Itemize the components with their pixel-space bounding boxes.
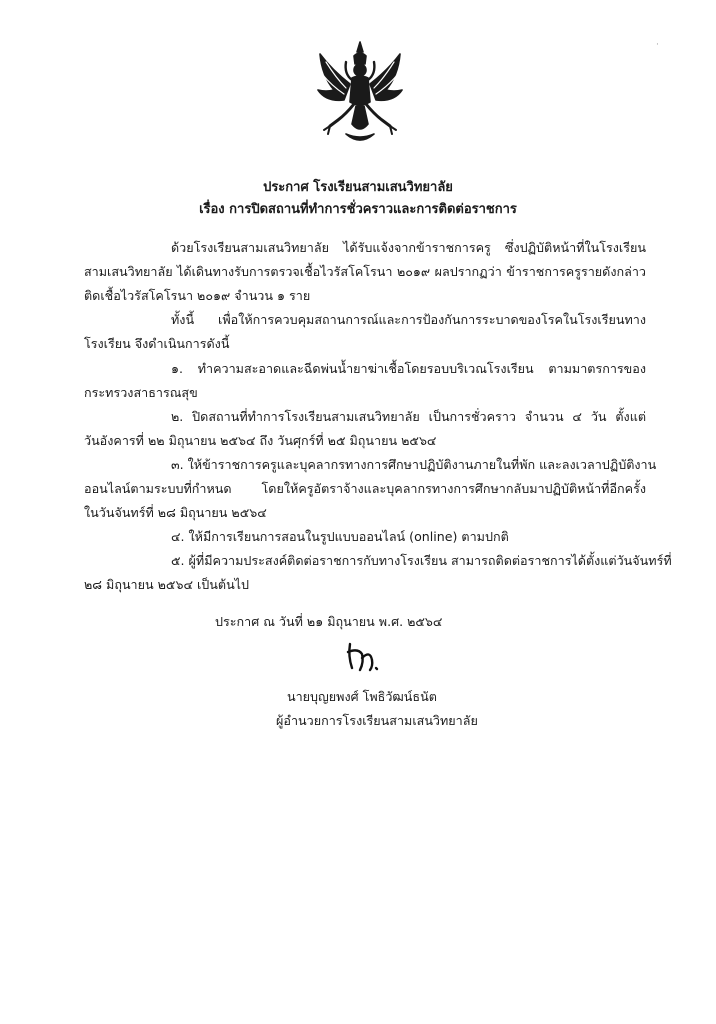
list-item: ๕. ผู้ที่มีความประสงค์ติดต่อราชการกับทางโรงเรียน สามารถติดต่อราชการได้ตั้งแต่วันจันทร์ที่ [171, 553, 672, 568]
list-item: ในวันจันทร์ที่ ๒๘ มิถุนายน ๒๕๖๔ [84, 505, 267, 520]
signer-position: ผู้อำนวยการโรงเรียนสามเสนวิทยาลัย [276, 713, 478, 728]
signer-name: นายบุญยพงศ์ โพธิวัฒน์ธนัต [287, 689, 437, 704]
body-line: สามเสนวิทยาลัย ได้เดินทางรับการตรวจเชื้อไวรัสโคโรนา ๒๐๑๙ ผลปรากฏว่า ข้าราชการครูรายดังกล่าว [84, 264, 646, 279]
list-item: ออนไลน์ตามระบบที่กำหนด โดยให้ครูอัตราจ้างและบุคลากรทางการศึกษากลับมาปฏิบัติหน้าที่อีกครั้ง [84, 481, 646, 496]
scan-mark: · [656, 40, 659, 50]
announcement-date: ประกาศ ณ วันที่ ๒๑ มิถุนายน พ.ศ. ๒๕๖๔ [215, 614, 443, 629]
body-line: โรงเรียน จึงดำเนินการดังนี้ [84, 336, 230, 351]
body-line: ติดเชื้อไวรัสโคโรนา ๒๐๑๙ จำนวน ๑ ราย [84, 288, 311, 303]
signature-mark [342, 640, 388, 674]
garuda-emblem-icon [316, 40, 404, 148]
list-item: ๔. ให้มีการเรียนการสอนในรูปแบบออนไลน์ (online) ตามปกติ [171, 529, 509, 544]
list-item: วันอังคารที่ ๒๒ มิถุนายน ๒๕๖๔ ถึง วันศุกร์ที่ ๒๕ มิถุนายน ๒๕๖๔ [84, 433, 437, 448]
body-line: ด้วยโรงเรียนสามเสนวิทยาลัย ได้รับแจ้งจากข้าราชการครู ซึ่งปฏิบัติหน้าที่ในโรงเรียน [171, 240, 646, 255]
list-item: ๒๘ มิถุนายน ๒๕๖๔ เป็นต้นไป [84, 577, 250, 592]
list-item: กระทรวงสาธารณสุข [84, 385, 198, 400]
body-line: ทั้งนี้ เพื่อให้การควบคุมสถานการณ์และการป้องกันการระบาดของโรคในโรงเรียนทาง [171, 312, 646, 327]
list-item: ๓. ให้ข้าราชการครูและบุคลากรทางการศึกษาปฏิบัติงานภายในที่พัก และลงเวลาปฏิบัติงาน [171, 457, 657, 472]
list-item: ๒. ปิดสถานที่ทำการโรงเรียนสามเสนวิทยาลัย เป็นการชั่วคราว จำนวน ๔ วัน ตั้งแต่ [171, 409, 646, 424]
list-item: ๑. ทำความสะอาดและฉีดพ่นน้ำยาฆ่าเชื้อโดยรอบบริเวณโรงเรียน ตามมาตรการของ [171, 361, 646, 376]
announcement-title: ประกาศ โรงเรียนสามเสนวิทยาลัย [263, 180, 453, 195]
announcement-subject: เรื่อง การปิดสถานที่ทำการชั่วคราวและการติดต่อราชการ [199, 202, 517, 217]
